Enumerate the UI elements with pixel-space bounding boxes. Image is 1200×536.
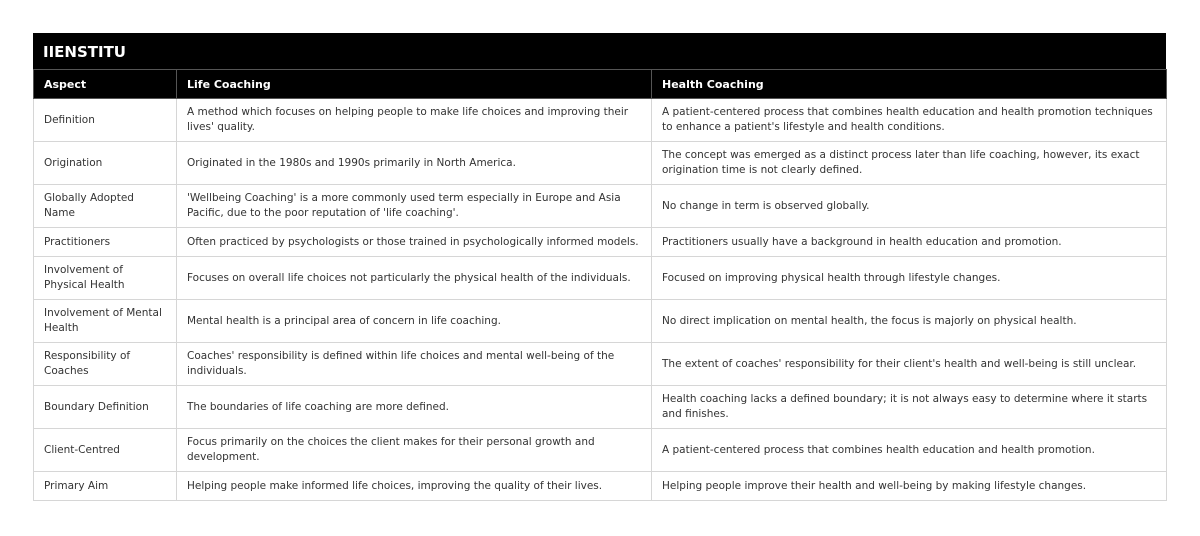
brand-title: IIENSTITU bbox=[33, 33, 1166, 69]
cell-health: A patient-centered process that combines health education and health promotion techniques to enhance a patient's lifestyle and health conditions. bbox=[652, 99, 1167, 142]
table-row bbox=[34, 429, 1167, 472]
table-row bbox=[34, 343, 1167, 386]
cell-health: A patient-centered process that combines health education and health promotion. bbox=[652, 429, 1167, 472]
cell-life: Coaches' responsibility is defined within life choices and mental well-being of the individuals. bbox=[177, 343, 652, 386]
table-row bbox=[34, 300, 1167, 343]
cell-life: Mental health is a principal area of concern in life coaching. bbox=[177, 300, 652, 343]
header-aspect: Aspect bbox=[34, 70, 177, 99]
cell-life: Focuses on overall life choices not particularly the physical health of the individuals. bbox=[177, 257, 652, 300]
cell-health: Health coaching lacks a defined boundary; it is not always easy to determine where it starts and finishes. bbox=[652, 386, 1167, 429]
table-row bbox=[34, 99, 1167, 142]
cell-aspect: Origination bbox=[34, 142, 177, 185]
cell-health: Practitioners usually have a background in health education and promotion. bbox=[652, 228, 1167, 257]
cell-aspect: Responsibility of Coaches bbox=[34, 343, 177, 386]
header-health-coaching: Health Coaching bbox=[652, 70, 1167, 99]
cell-life: Originated in the 1980s and 1990s primarily in North America. bbox=[177, 142, 652, 185]
cell-life: Focus primarily on the choices the client makes for their personal growth and development. bbox=[177, 429, 652, 472]
cell-aspect: Globally Adopted Name bbox=[34, 185, 177, 228]
cell-aspect: Primary Aim bbox=[34, 472, 177, 501]
table-row bbox=[34, 386, 1167, 429]
header-life-coaching: Life Coaching bbox=[177, 70, 652, 99]
comparison-table-container bbox=[33, 33, 1166, 501]
cell-health: The extent of coaches' responsibility for their client's health and well-being is still unclear. bbox=[652, 343, 1167, 386]
cell-life: The boundaries of life coaching are more defined. bbox=[177, 386, 652, 429]
cell-aspect: Client-Centred bbox=[34, 429, 177, 472]
table-row bbox=[34, 472, 1167, 501]
table-row bbox=[34, 185, 1167, 228]
cell-health: No direct implication on mental health, the focus is majorly on physical health. bbox=[652, 300, 1167, 343]
cell-aspect: Definition bbox=[34, 99, 177, 142]
comparison-table bbox=[33, 69, 1167, 501]
cell-aspect: Involvement of Physical Health bbox=[34, 257, 177, 300]
cell-aspect: Boundary Definition bbox=[34, 386, 177, 429]
cell-health: The concept was emerged as a distinct process later than life coaching, however, its exact origination time is not clearly defined. bbox=[652, 142, 1167, 185]
cell-health: Helping people improve their health and well-being by making lifestyle changes. bbox=[652, 472, 1167, 501]
cell-life: Often practiced by psychologists or those trained in psychologically informed models. bbox=[177, 228, 652, 257]
cell-aspect: Practitioners bbox=[34, 228, 177, 257]
table-row bbox=[34, 257, 1167, 300]
cell-health: Focused on improving physical health through lifestyle changes. bbox=[652, 257, 1167, 300]
cell-life: 'Wellbeing Coaching' is a more commonly used term especially in Europe and Asia Pacific, due to the poor reputation of 'life coaching'. bbox=[177, 185, 652, 228]
table-row bbox=[34, 228, 1167, 257]
table-row bbox=[34, 142, 1167, 185]
cell-life: Helping people make informed life choices, improving the quality of their lives. bbox=[177, 472, 652, 501]
cell-health: No change in term is observed globally. bbox=[652, 185, 1167, 228]
cell-life: A method which focuses on helping people to make life choices and improving their lives' quality. bbox=[177, 99, 652, 142]
header-row bbox=[34, 70, 1167, 99]
cell-aspect: Involvement of Mental Health bbox=[34, 300, 177, 343]
